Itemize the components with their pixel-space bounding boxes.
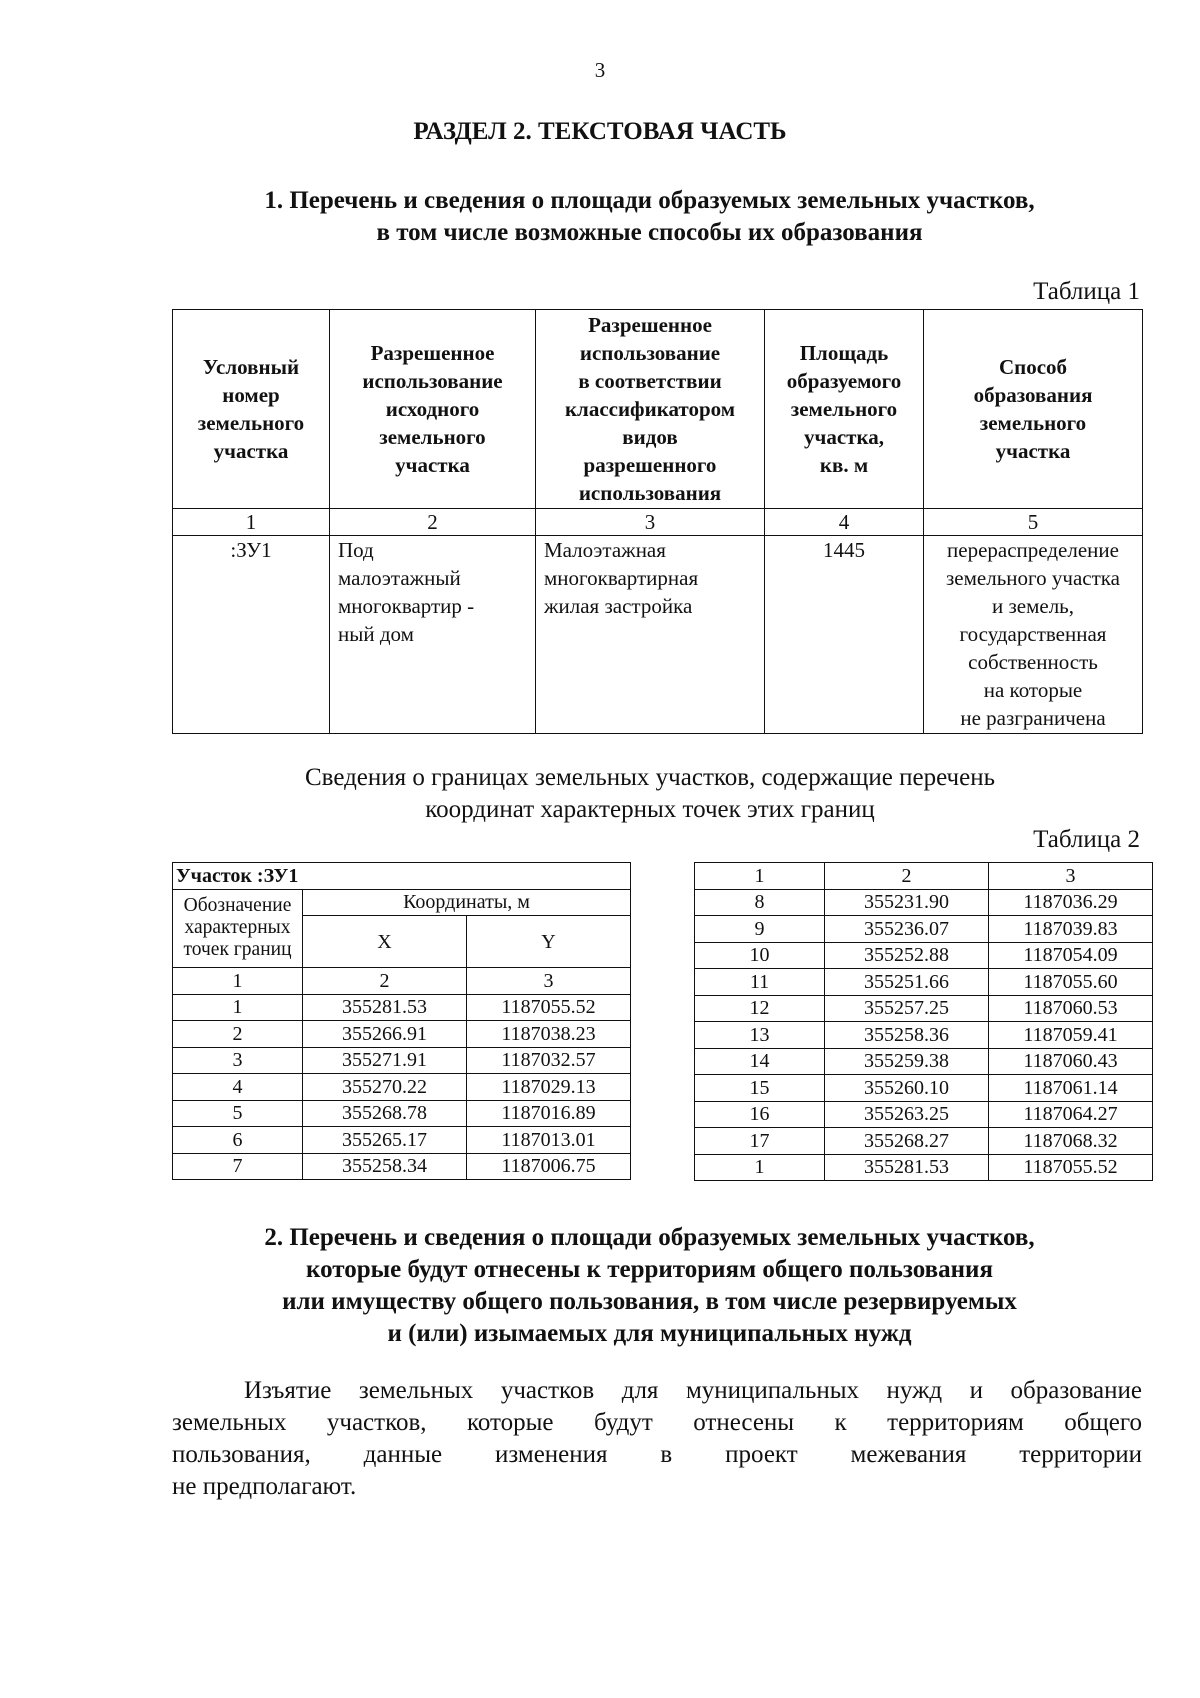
table-2-index-cell: 2 [825,863,989,890]
text-line: Малоэтажная [544,538,666,562]
section-title: РАЗДЕЛ 2. ТЕКСТОВАЯ ЧАСТЬ [413,118,787,145]
text-line: участка [995,439,1071,463]
table-1 [172,309,1143,734]
table-1-formation-method [924,536,1143,734]
text-line: малоэтажный [338,566,461,590]
point-id: 6 [173,1127,303,1154]
y-coordinate: 1187054.09 [989,942,1153,969]
table-2-title-line: Сведения о границах земельных участков, содержащие перечень [304,764,995,791]
table-1-header-row [173,310,1143,509]
y-coordinate: 1187055.60 [989,969,1153,996]
point-id: 4 [173,1074,303,1101]
paragraph-line: не предполагают. [172,1473,357,1500]
x-coordinate: 355252.88 [825,942,989,969]
text-line: Условный [202,355,300,379]
x-coordinate: 355231.90 [825,889,989,916]
table-1-data-row [173,536,1143,734]
point-id: 3 [173,1047,303,1074]
table-2-title-line: координат характерных точек этих границ [425,796,875,823]
x-header: X [303,916,467,968]
table-1-header-cell [330,310,536,509]
text-line: не разграничена [960,706,1106,730]
y-coordinate: 1187060.43 [989,1048,1153,1075]
point-id: 12 [695,995,825,1022]
heading-1-line: 1. Перечень и сведения о площади образуемых земельных участков, [264,187,1035,214]
table-2-title [200,762,1100,826]
table-1-index-cell: 3 [536,509,765,536]
text-line: земельного [197,411,305,435]
x-coordinate: 355258.36 [825,1022,989,1049]
y-coordinate: 1187039.83 [989,916,1153,943]
coordinate-row [695,1022,1153,1049]
point-id: 14 [695,1048,825,1075]
x-coordinate: 355263.25 [825,1101,989,1128]
y-coordinate: 1187061.14 [989,1075,1153,1102]
point-id: 17 [695,1128,825,1155]
x-coordinate: 355236.07 [825,916,989,943]
table-2-right [694,862,1153,1181]
coordinate-row [695,916,1153,943]
text-line: классификатором [564,397,736,421]
point-id: 11 [695,969,825,996]
text-line: в соответствии [578,369,722,393]
x-coordinate: 355268.78 [303,1100,467,1127]
text-line: исходного [385,397,480,421]
text-line: образования [973,383,1093,407]
text-line: Обозначение [183,895,292,917]
text-line: ный дом [338,622,414,646]
table-1-header-cell [765,310,924,509]
coordinate-row [173,1021,631,1048]
text-line: образуемого [786,369,902,393]
x-coordinate: 355260.10 [825,1075,989,1102]
x-coordinate: 355259.38 [825,1048,989,1075]
text-line: Разрешенное [370,341,495,365]
text-line: и (или) изымаемых для муниципальных нужд [387,1320,912,1347]
table-1-classifier-use [536,536,765,734]
paragraph-line: земельных участков, которые будут отнесены к территориям общего [172,1409,1142,1436]
text-line: или имуществу общего пользования, в том числе резервируемых [282,1288,1017,1315]
coordinate-row [695,1075,1153,1102]
text-line: земельного [379,425,486,449]
x-coordinate: 355251.66 [825,969,989,996]
table-2-index-cell: 1 [695,863,825,890]
point-id: 8 [695,889,825,916]
text-line: которые будут отнесены к территориям общего пользования [306,1256,993,1283]
text-line: номер [222,383,280,407]
text-line: Площадь [799,341,889,365]
x-coordinate: 355268.27 [825,1128,989,1155]
table-1-header-cell [924,310,1143,509]
y-coordinate: 1187006.75 [467,1153,631,1180]
table-1-index-cell: 5 [924,509,1143,536]
x-coordinate: 355258.34 [303,1153,467,1180]
text-line: Под [338,538,374,562]
coordinate-row [173,1153,631,1180]
table-1-header-cell [173,310,330,509]
coordinate-row [695,1101,1153,1128]
coordinate-row [695,942,1153,969]
table-1-caption: Таблица 1 [1033,278,1140,305]
y-coordinate: 1187013.01 [467,1127,631,1154]
coordinate-row [173,1127,631,1154]
y-coordinate: 1187064.27 [989,1101,1153,1128]
text-line: участка [395,453,470,477]
y-coordinate: 1187029.13 [467,1074,631,1101]
table-2-index-cell: 3 [467,968,631,995]
text-line: участка, [803,425,884,449]
y-coordinate: 1187016.89 [467,1100,631,1127]
y-coordinate: 1187068.32 [989,1128,1153,1155]
text-line: многоквартирная [544,566,699,590]
table-2-caption: Таблица 2 [1033,826,1140,853]
table-2-index-cell: 1 [173,968,303,995]
x-coordinate: 355270.22 [303,1074,467,1101]
page-number: 3 [594,58,606,82]
text-line: использование [579,341,721,365]
table-1-source-use [330,536,536,734]
x-coordinate: 355257.25 [825,995,989,1022]
text-line: видов [622,425,678,449]
table-2-plot-row [173,863,631,890]
table-1-plot-number [173,536,330,734]
text-line: Способ [998,355,1068,379]
coordinate-row [173,1074,631,1101]
text-line: государственная [959,622,1107,646]
text-line: разрешенного [583,453,717,477]
table-1-area [765,536,924,734]
coordinate-row [695,969,1153,996]
paragraph-line: пользования, данные изменения в проект межевания территории [172,1441,1142,1468]
text-line: характерных [184,917,291,939]
y-coordinate: 1187059.41 [989,1022,1153,1049]
table-2-index-cell: 3 [989,863,1153,890]
table-1-header-cell [536,310,765,509]
point-id: 1 [695,1154,825,1181]
coordinate-row [173,1047,631,1074]
x-coordinate: 355281.53 [303,994,467,1021]
table-2-index-row [173,968,631,995]
point-id: 2 [173,1021,303,1048]
text-line: :ЗУ1 [230,538,272,562]
x-coordinate: 355281.53 [825,1154,989,1181]
coordinate-row [695,889,1153,916]
text-line: участка [213,439,289,463]
text-line: собственность [968,650,1098,674]
text-line: 1445 [823,538,865,562]
point-id: 15 [695,1075,825,1102]
coordinate-row [173,994,631,1021]
y-header: Y [467,916,631,968]
text-line: использование [362,369,503,393]
body-paragraph [172,1375,1142,1503]
table-2-index-row [695,863,1153,890]
y-coordinate: 1187036.29 [989,889,1153,916]
table-1-index-row [173,509,1143,536]
point-id: 1 [173,994,303,1021]
table-2-header-row [173,889,631,916]
table-1-index-cell: 4 [765,509,924,536]
text-line: Разрешенное [588,313,712,337]
paragraph-line: Изъятие земельных участков для муниципальных нужд и образование [244,1377,1142,1404]
text-line: 2. Перечень и сведения о площади образуемых земельных участков, [264,1224,1035,1251]
text-line: на которые [983,678,1083,702]
table-1-index-cell: 1 [173,509,330,536]
text-line: кв. м [819,453,869,477]
coordinate-row [695,1154,1153,1181]
y-coordinate: 1187060.53 [989,995,1153,1022]
heading-1-line: в том числе возможные способы их образования [376,219,923,246]
point-id: 10 [695,942,825,969]
text-line: перераспределение [947,538,1119,562]
heading-1 [172,185,1127,249]
coordinate-row [695,1048,1153,1075]
x-coordinate: 355265.17 [303,1127,467,1154]
table-2-index-cell: 2 [303,968,467,995]
y-coordinate: 1187032.57 [467,1047,631,1074]
x-coordinate: 355266.91 [303,1021,467,1048]
heading-2 [172,1222,1127,1350]
x-coordinate: 355271.91 [303,1047,467,1074]
point-header [173,889,303,968]
text-line: земельного [790,397,898,421]
point-id: 5 [173,1100,303,1127]
y-coordinate: 1187055.52 [467,994,631,1021]
text-line: использования [578,481,722,505]
text-line: и земель, [991,594,1075,618]
text-line: жилая застройка [544,594,693,618]
text-line: земельного [979,411,1087,435]
coordinate-row [695,1128,1153,1155]
coordinate-row [695,995,1153,1022]
text-line: точек границ [183,939,292,961]
y-coordinate: 1187038.23 [467,1021,631,1048]
coords-header: Координаты, м [303,889,631,916]
coordinate-row [173,1100,631,1127]
point-id: 9 [695,916,825,943]
table-2-left [172,862,631,1180]
y-coordinate: 1187055.52 [989,1154,1153,1181]
point-id: 7 [173,1153,303,1180]
plot-label: Участок :ЗУ1 [173,863,631,890]
text-line: многоквартир - [338,594,475,618]
table-1-index-cell: 2 [330,509,536,536]
text-line: земельного участка [946,566,1120,590]
point-id: 13 [695,1022,825,1049]
point-id: 16 [695,1101,825,1128]
